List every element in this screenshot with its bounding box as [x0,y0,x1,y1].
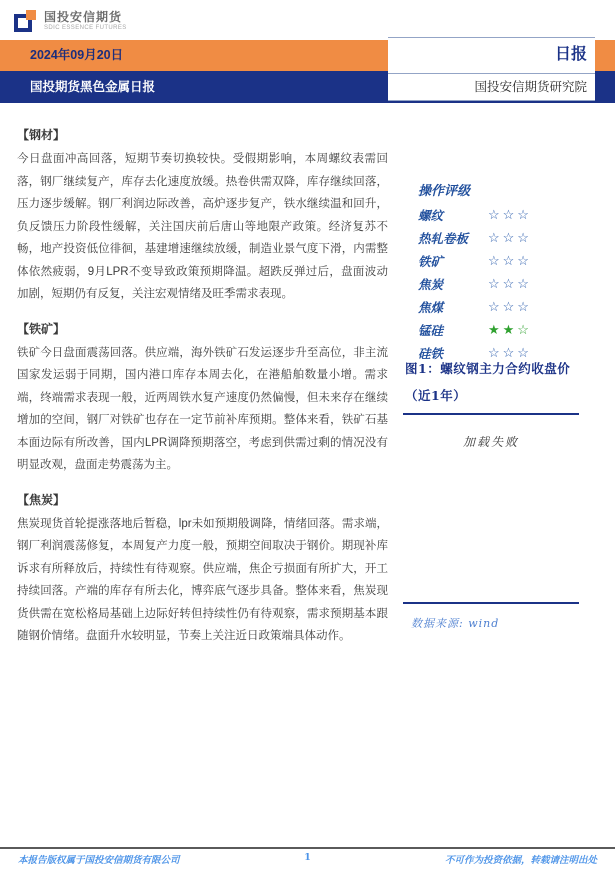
rating-stars: ☆☆☆ [488,207,532,223]
logo-company-name-en: SDIC ESSENCE FUTURES [44,24,127,31]
section-coke [17,493,388,648]
rating-row-silicomanganese [418,323,583,337]
ratings-panel [403,180,583,360]
rating-stars: ☆☆☆ [488,230,532,246]
section-body: 今日盘面冲高回落，短期节奏切换较快。受假期影响，本周螺纹表需回落，钢厂继续复产，库存去化速度放缓。热卷供需双降，库存继续回落，压力逐步缓解。钢厂利润边际改善，高炉逐步复产，铁水继续温和回升，负反馈压力阶段性缓解，关注国庆前后唐山等地限产政策。经济复苏不畅，地产投资低位徘徊，基建增速继续放缓，制造业景气度下滑，内需整体依然疲弱，9月LPR不变导致政策预期降温。超跌反弹过后，盘面波动加剧，短期仍有反复，关注宏观情绪及旺季需求表现。 [17,153,388,300]
figure-load-failed-text: 加载失败 [462,435,519,449]
section-title: 【钢材】 [17,128,66,142]
figure-bottom-rule [403,602,579,604]
institute-name: 国投安信期货研究院 [474,80,587,94]
report-date: 2024年09月20日 [30,48,124,62]
rating-name: 铁矿 [418,254,444,269]
footer-copyright: 本报告版权属于国投安信期货有限公司 [18,855,180,866]
header-right-box [388,37,595,101]
report-type-label: 日报 [388,38,595,74]
ratings-title: 操作评级 [418,184,471,199]
rating-stars: ☆☆☆ [488,276,532,292]
figure-top-rule [403,413,579,415]
section-title: 【铁矿】 [17,321,66,336]
footer [0,852,615,866]
rating-row-coking-coal [418,300,583,314]
figure-subtitle: （近1年） [405,388,467,403]
logo-orange-square [26,10,36,20]
rating-stars: ☆☆☆ [488,345,532,361]
rating-name: 硅铁 [418,346,444,361]
figure-1-block [403,358,579,462]
figure-title: 图1：螺纹钢主力合约收盘价 [405,361,571,376]
rating-name: 焦煤 [418,300,444,315]
section-steel [17,128,388,306]
page-number: 1 [304,852,311,863]
rating-row-coke [418,277,583,291]
company-logo [14,9,127,33]
rating-name: 螺纹 [418,208,444,223]
logo-company-name: 国投安信期货 [44,9,123,24]
rating-stars: ★★☆ [488,322,532,338]
section-body: 铁矿今日盘面震荡回落。供应端，海外铁矿石发运逐步升至高位，非主流国家发运弱于同期，国内港口库存本周去化，在港船舶数量小增。需求端，终端需求表现一般，近两周铁水复产速度仍然偏慢，但未来存在继续增加的空间，钢厂对铁矿也存在一定节前补库预期。整体来看，铁矿石基本面边际有所改善，国内LPR调降预期落空，考虑到供需过剩的情况没有明显改观，盘面走势震荡为主。 [17,346,388,471]
rating-name: 焦炭 [418,277,444,292]
section-iron-ore [17,322,388,477]
logo-icon [14,9,38,33]
section-body: 焦炭现货首轮提涨落地后暂稳，lpr未如预期般调降，情绪回落。需求端，钢厂利润震荡修复，本周复产力度一般，预期空间取决于钢价。期现补库诉求有所释放后，持续性有待观察。供应端，焦企亏损面有所扩大，开工持续回落。产端的库存有所去化，博弈底气逐步具备。整体来看，焦炭现货供需在宽松格局基础上边际好转但持续性仍有待观察，需求预期基本跟随钢价情绪。盘面升水较明显，节奏上关注近日政策端具体动作。 [17,517,388,642]
rating-name: 热轧卷板 [418,231,469,246]
commentary-column [17,128,388,664]
rating-row-rebar [418,208,583,222]
section-title: 【焦炭】 [17,492,66,507]
figure-source-block [403,602,579,631]
footer-disclaimer: 不可作为投资依据，转载请注明出处 [444,855,597,866]
data-source-text: 数据来源: wind [411,617,500,630]
logo-text-block [44,11,127,32]
rating-row-hot-rolled-coil [418,231,583,245]
rating-row-iron-ore [418,254,583,268]
rating-stars: ☆☆☆ [488,253,532,269]
footer-rule [0,847,615,849]
rating-name: 锰硅 [418,323,444,338]
rating-stars: ☆☆☆ [488,299,532,315]
report-title: 国投期货黑色金属日报 [30,80,156,94]
